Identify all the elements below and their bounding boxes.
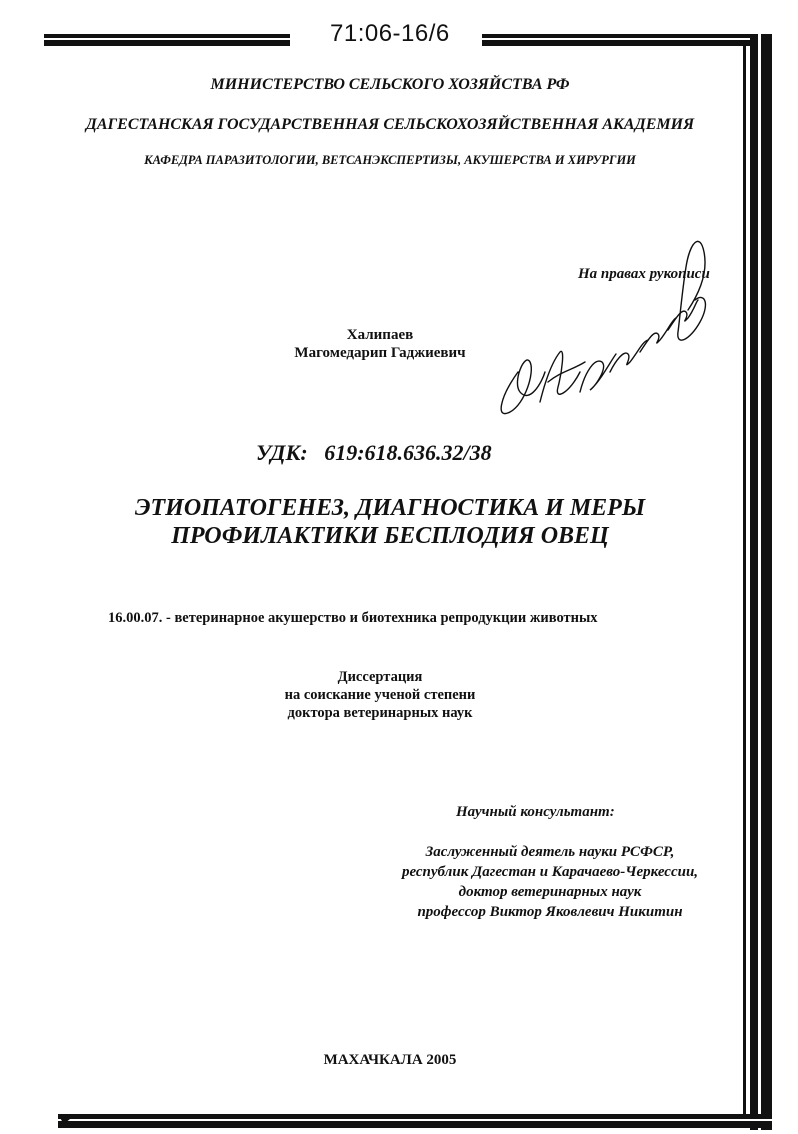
ministry-heading: МИНИСТЕРСТВО СЕЛЬСКОГО ХОЗЯЙСТВА РФ bbox=[210, 76, 570, 93]
consultant-block bbox=[360, 842, 740, 922]
degree-line-1: Диссертация bbox=[337, 669, 423, 685]
department-heading: КАФЕДРА ПАРАЗИТОЛОГИИ, ВЕТСАНЭКСПЕРТИЗЫ, АКУШЕРСТВА И ХИРУРГИИ bbox=[144, 153, 636, 167]
author-surname: Халипаев bbox=[346, 327, 414, 343]
consultant-label: Научный консультант: bbox=[456, 804, 615, 820]
degree-line-2: на соискание ученой степени bbox=[284, 687, 476, 703]
udk-code: УДК: 619:618.636.32/38 bbox=[256, 440, 492, 465]
academy-heading: ДАГЕСТАНСКАЯ ГОСУДАРСТВЕННАЯ СЕЛЬСКОХОЗЯЙСТВЕННАЯ АКАДЕМИЯ bbox=[85, 116, 695, 133]
handwritten-signature bbox=[490, 222, 720, 432]
specialty-line: 16.00.07. - ветеринарное акушерство и биотехника репродукции животных bbox=[108, 610, 598, 626]
consultant-line-4: профессор Виктор Яковлевич Никитин bbox=[417, 904, 683, 920]
consultant-line-3: доктор ветеринарных наук bbox=[458, 884, 642, 900]
dissertation-title bbox=[0, 494, 780, 550]
title-line-2: ПРОФИЛАКТИКИ БЕСПЛОДИЯ ОВЕЦ bbox=[171, 523, 609, 549]
degree-block bbox=[260, 668, 500, 722]
title-line-1: ЭТИОПАТОГЕНЕЗ, ДИАГНОСТИКА И МЕРЫ bbox=[134, 495, 646, 521]
archive-stamp: 71:06-16/6 bbox=[330, 20, 450, 47]
frame-top-left-bar bbox=[44, 34, 290, 46]
frame-right-thin-line bbox=[743, 40, 746, 1128]
frame-right-bar bbox=[750, 34, 772, 1130]
frame-bottom-bar bbox=[58, 1114, 772, 1128]
consultant-line-2: республик Дагестан и Карачаево-Черкессии, bbox=[401, 864, 699, 880]
scan-speck bbox=[58, 1110, 76, 1128]
frame-top-right-bar bbox=[482, 34, 772, 46]
manuscript-rights-note: На правах рукописи bbox=[578, 266, 710, 282]
city-year: МАХАЧКАЛА 2005 bbox=[323, 1052, 457, 1068]
consultant-line-1: Заслуженный деятель науки РСФСР, bbox=[425, 844, 675, 860]
author-block bbox=[290, 326, 470, 362]
degree-line-3: доктора ветеринарных наук bbox=[287, 705, 473, 721]
author-names: Магомедарип Гаджиевич bbox=[294, 345, 466, 361]
